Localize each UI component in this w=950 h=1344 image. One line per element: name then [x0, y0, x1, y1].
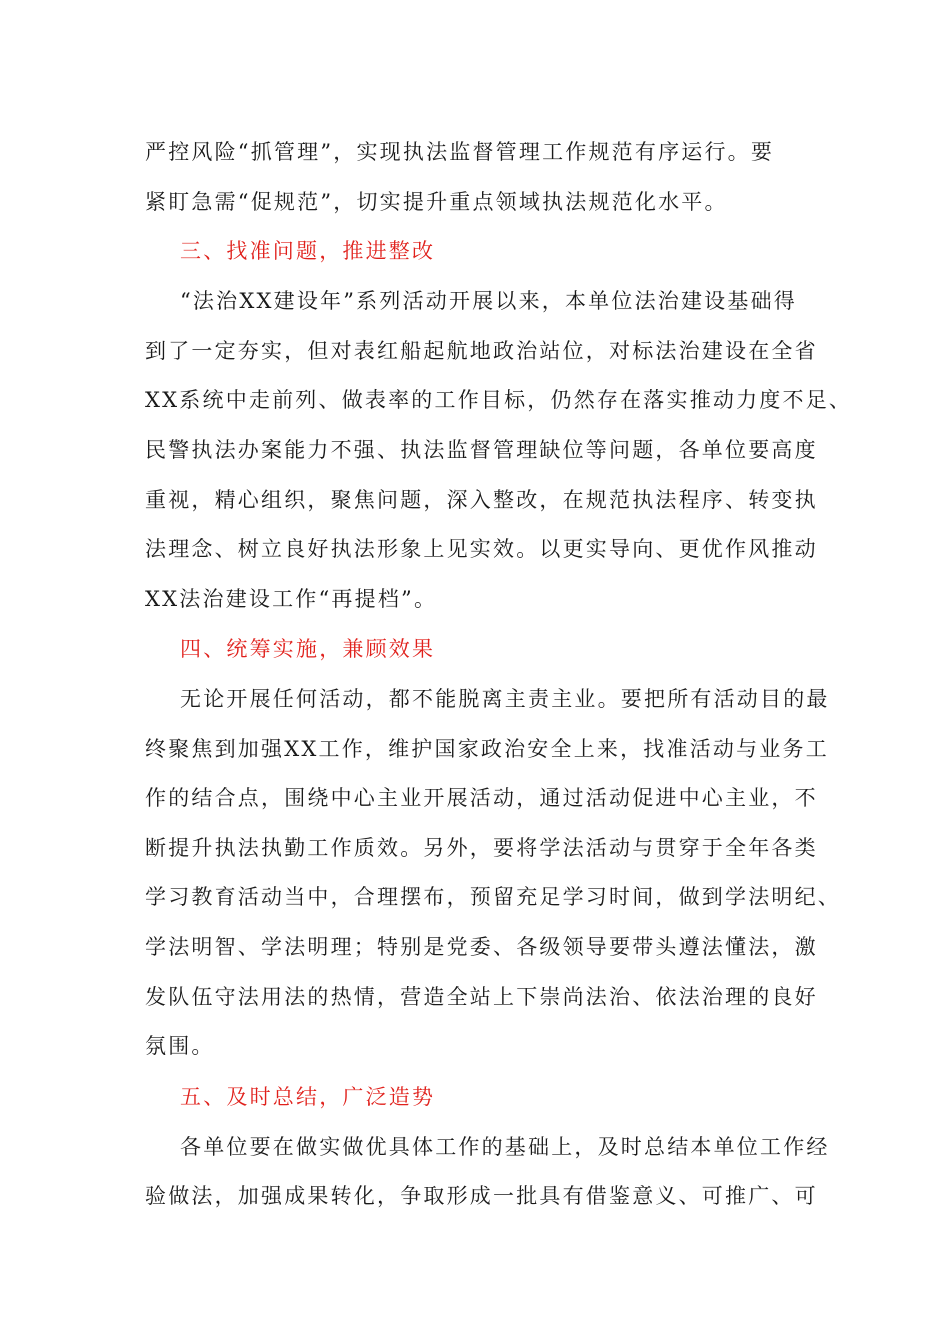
- paragraph-line: 氛围。: [145, 1034, 215, 1058]
- paragraph-line: 法理念、树立良好执法形象上见实效。以更实导向、更优作风推动: [145, 537, 818, 561]
- paragraph-line: “法治XX建设年”系列活动开展以来，本单位法治建设基础得: [180, 289, 797, 313]
- paragraph-line: 民警执法办案能力不强、执法监督管理缺位等问题，各单位要高度: [145, 438, 818, 462]
- paragraph-line: 学法明智、学法明理；特别是党委、各级领导要带头遵法懂法，激: [145, 935, 818, 959]
- section-heading: 三、找准问题，推进整改: [180, 239, 436, 263]
- section-heading: 四、统筹实施，兼顾效果: [180, 637, 436, 661]
- paragraph-line: XX法治建设工作“再提档”。: [145, 587, 438, 611]
- paragraph-line: 无论开展任何活动，都不能脱离主责主业。要把所有活动目的最: [180, 687, 830, 711]
- paragraph-line: 到了一定夯实，但对表红船起航地政治站位，对标法治建设在全省: [145, 339, 818, 363]
- paragraph-line: 作的结合点，围绕中心主业开展活动，通过活动促进中心主业，不: [145, 786, 818, 810]
- paragraph-line: 终聚焦到加强XX工作，维护国家政治安全上来，找准活动与业务工: [145, 737, 829, 761]
- paragraph-line: 各单位要在做实做优具体工作的基础上，及时总结本单位工作经: [180, 1135, 830, 1159]
- paragraph-line: XX系统中走前列、做表率的工作目标，仍然存在落实推动力度不足、: [145, 388, 853, 412]
- paragraph-line: 严控风险“抓管理”，实现执法监督管理工作规范有序运行。要: [145, 140, 775, 164]
- paragraph-line: 断提升执法执勤工作质效。另外，要将学法活动与贯穿于全年各类: [145, 836, 818, 860]
- section-heading: 五、及时总结，广泛造势: [180, 1085, 436, 1109]
- paragraph-line: 重视，精心组织，聚焦问题，深入整改，在规范执法程序、转变执: [145, 488, 818, 512]
- paragraph-line: 验做法，加强成果转化，争取形成一批具有借鉴意义、可推广、可: [145, 1184, 818, 1208]
- paragraph-line: 发队伍守法用法的热情，营造全站上下崇尚法治、依法治理的良好: [145, 985, 818, 1009]
- paragraph-line: 紧盯急需“促规范”，切实提升重点领域执法规范化水平。: [145, 190, 728, 214]
- paragraph-line: 学习教育活动当中，合理摆布，预留充足学习时间，做到学法明纪、: [145, 885, 841, 909]
